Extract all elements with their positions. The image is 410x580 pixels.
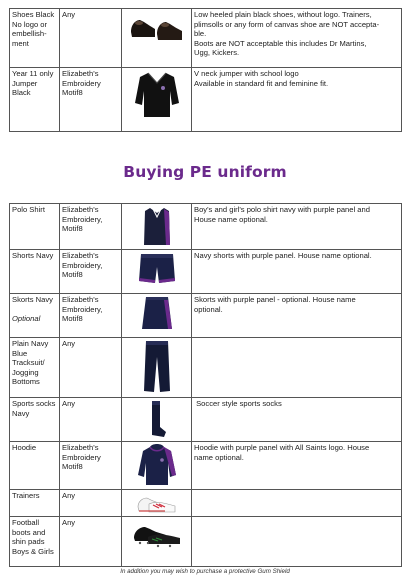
image-cell	[122, 490, 192, 517]
image-cell	[122, 204, 192, 250]
image-cell	[122, 68, 192, 132]
table-row	[10, 517, 402, 567]
shorts-icon	[137, 251, 177, 287]
supplier-cell: Any	[60, 517, 122, 567]
black-jumper-icon	[134, 69, 180, 119]
description-cell	[192, 490, 402, 517]
description-cell: Hoodie with purple panel with All Saints logo. House name optional.	[192, 442, 402, 490]
image-cell	[122, 250, 192, 294]
school-uniform-table	[9, 8, 402, 132]
item-cell: Skorts Navy Optional	[10, 294, 60, 338]
description-cell: Soccer style sports socks	[192, 398, 402, 442]
supplier-cell: Any	[60, 490, 122, 517]
supplier-cell: Any	[60, 9, 122, 68]
description-cell: Boy's and girl's polo shirt navy with purple panel and House name optional.	[192, 204, 402, 250]
item-cell: Shorts Navy	[10, 250, 60, 294]
item-cell: Plain Navy Blue Tracksuit/ Jogging Bottoms	[10, 338, 60, 398]
image-cell	[122, 338, 192, 398]
image-cell	[122, 9, 192, 68]
trainers-icon	[135, 491, 179, 515]
description-cell: Skorts with purple panel - optional. House name optional.	[192, 294, 402, 338]
footer-note: In addition you may wish to purchase a protective Gum Shield	[120, 568, 290, 575]
supplier-cell: Any	[60, 398, 122, 442]
image-cell	[122, 398, 192, 442]
item-cell: Hoodie	[10, 442, 60, 490]
supplier-cell: Elizabeth's Embroidery, Motif8	[60, 204, 122, 250]
item-cell: Trainers	[10, 490, 60, 517]
table-row	[10, 490, 402, 517]
table-row	[10, 398, 402, 442]
supplier-cell: Any	[60, 338, 122, 398]
description-cell	[192, 338, 402, 398]
table-row	[10, 294, 402, 338]
image-cell	[122, 517, 192, 567]
description-cell: Navy shorts with purple panel. House name optional.	[192, 250, 402, 294]
section-heading: Buying PE uniform	[123, 163, 287, 181]
description-cell: V neck jumper with school logo Available in standard fit and feminine fit.	[192, 68, 402, 132]
table-row	[10, 250, 402, 294]
pe-uniform-table	[9, 203, 402, 567]
hoodie-icon	[137, 443, 177, 487]
item-cell: Polo Shirt	[10, 204, 60, 250]
tracksuit-bottoms-icon	[142, 339, 172, 395]
black-shoes-icon	[128, 10, 186, 46]
table-row	[10, 68, 402, 132]
item-cell: Year 11 only Jumper Black	[10, 68, 60, 132]
image-cell	[122, 294, 192, 338]
supplier-cell: Elizabeth's Embroidery Motif8	[60, 442, 122, 490]
table-row	[10, 204, 402, 250]
optional-note: Optional	[12, 314, 41, 324]
image-cell	[122, 442, 192, 490]
supplier-cell: Elizabeth's Embroidery Motif8	[60, 68, 122, 132]
table-row	[10, 442, 402, 490]
item-cell: Sports socks Navy	[10, 398, 60, 442]
supplier-cell: Elizabeth's Embroidery, Motif8	[60, 250, 122, 294]
supplier-cell: Elizabeth's Embroidery, Motif8	[60, 294, 122, 338]
item-cell: Football boots and shin pads Boys & Girls	[10, 517, 60, 567]
table-row	[10, 338, 402, 398]
table-row	[10, 9, 402, 68]
description-cell	[192, 517, 402, 567]
description-cell: Low heeled plain black shoes, without logo. Trainers, plimsolls or any form of canvas shoe are NOT accepta- ble. Boots are NOT acceptable this includes Dr Martins, Ugg, Kickers.	[192, 9, 402, 68]
skorts-icon	[140, 295, 174, 333]
item-cell: Shoes Black No logo or embellish- ment	[10, 9, 60, 68]
polo-shirt-icon	[139, 205, 175, 247]
football-boots-icon	[132, 518, 182, 548]
sports-socks-icon	[144, 399, 170, 439]
